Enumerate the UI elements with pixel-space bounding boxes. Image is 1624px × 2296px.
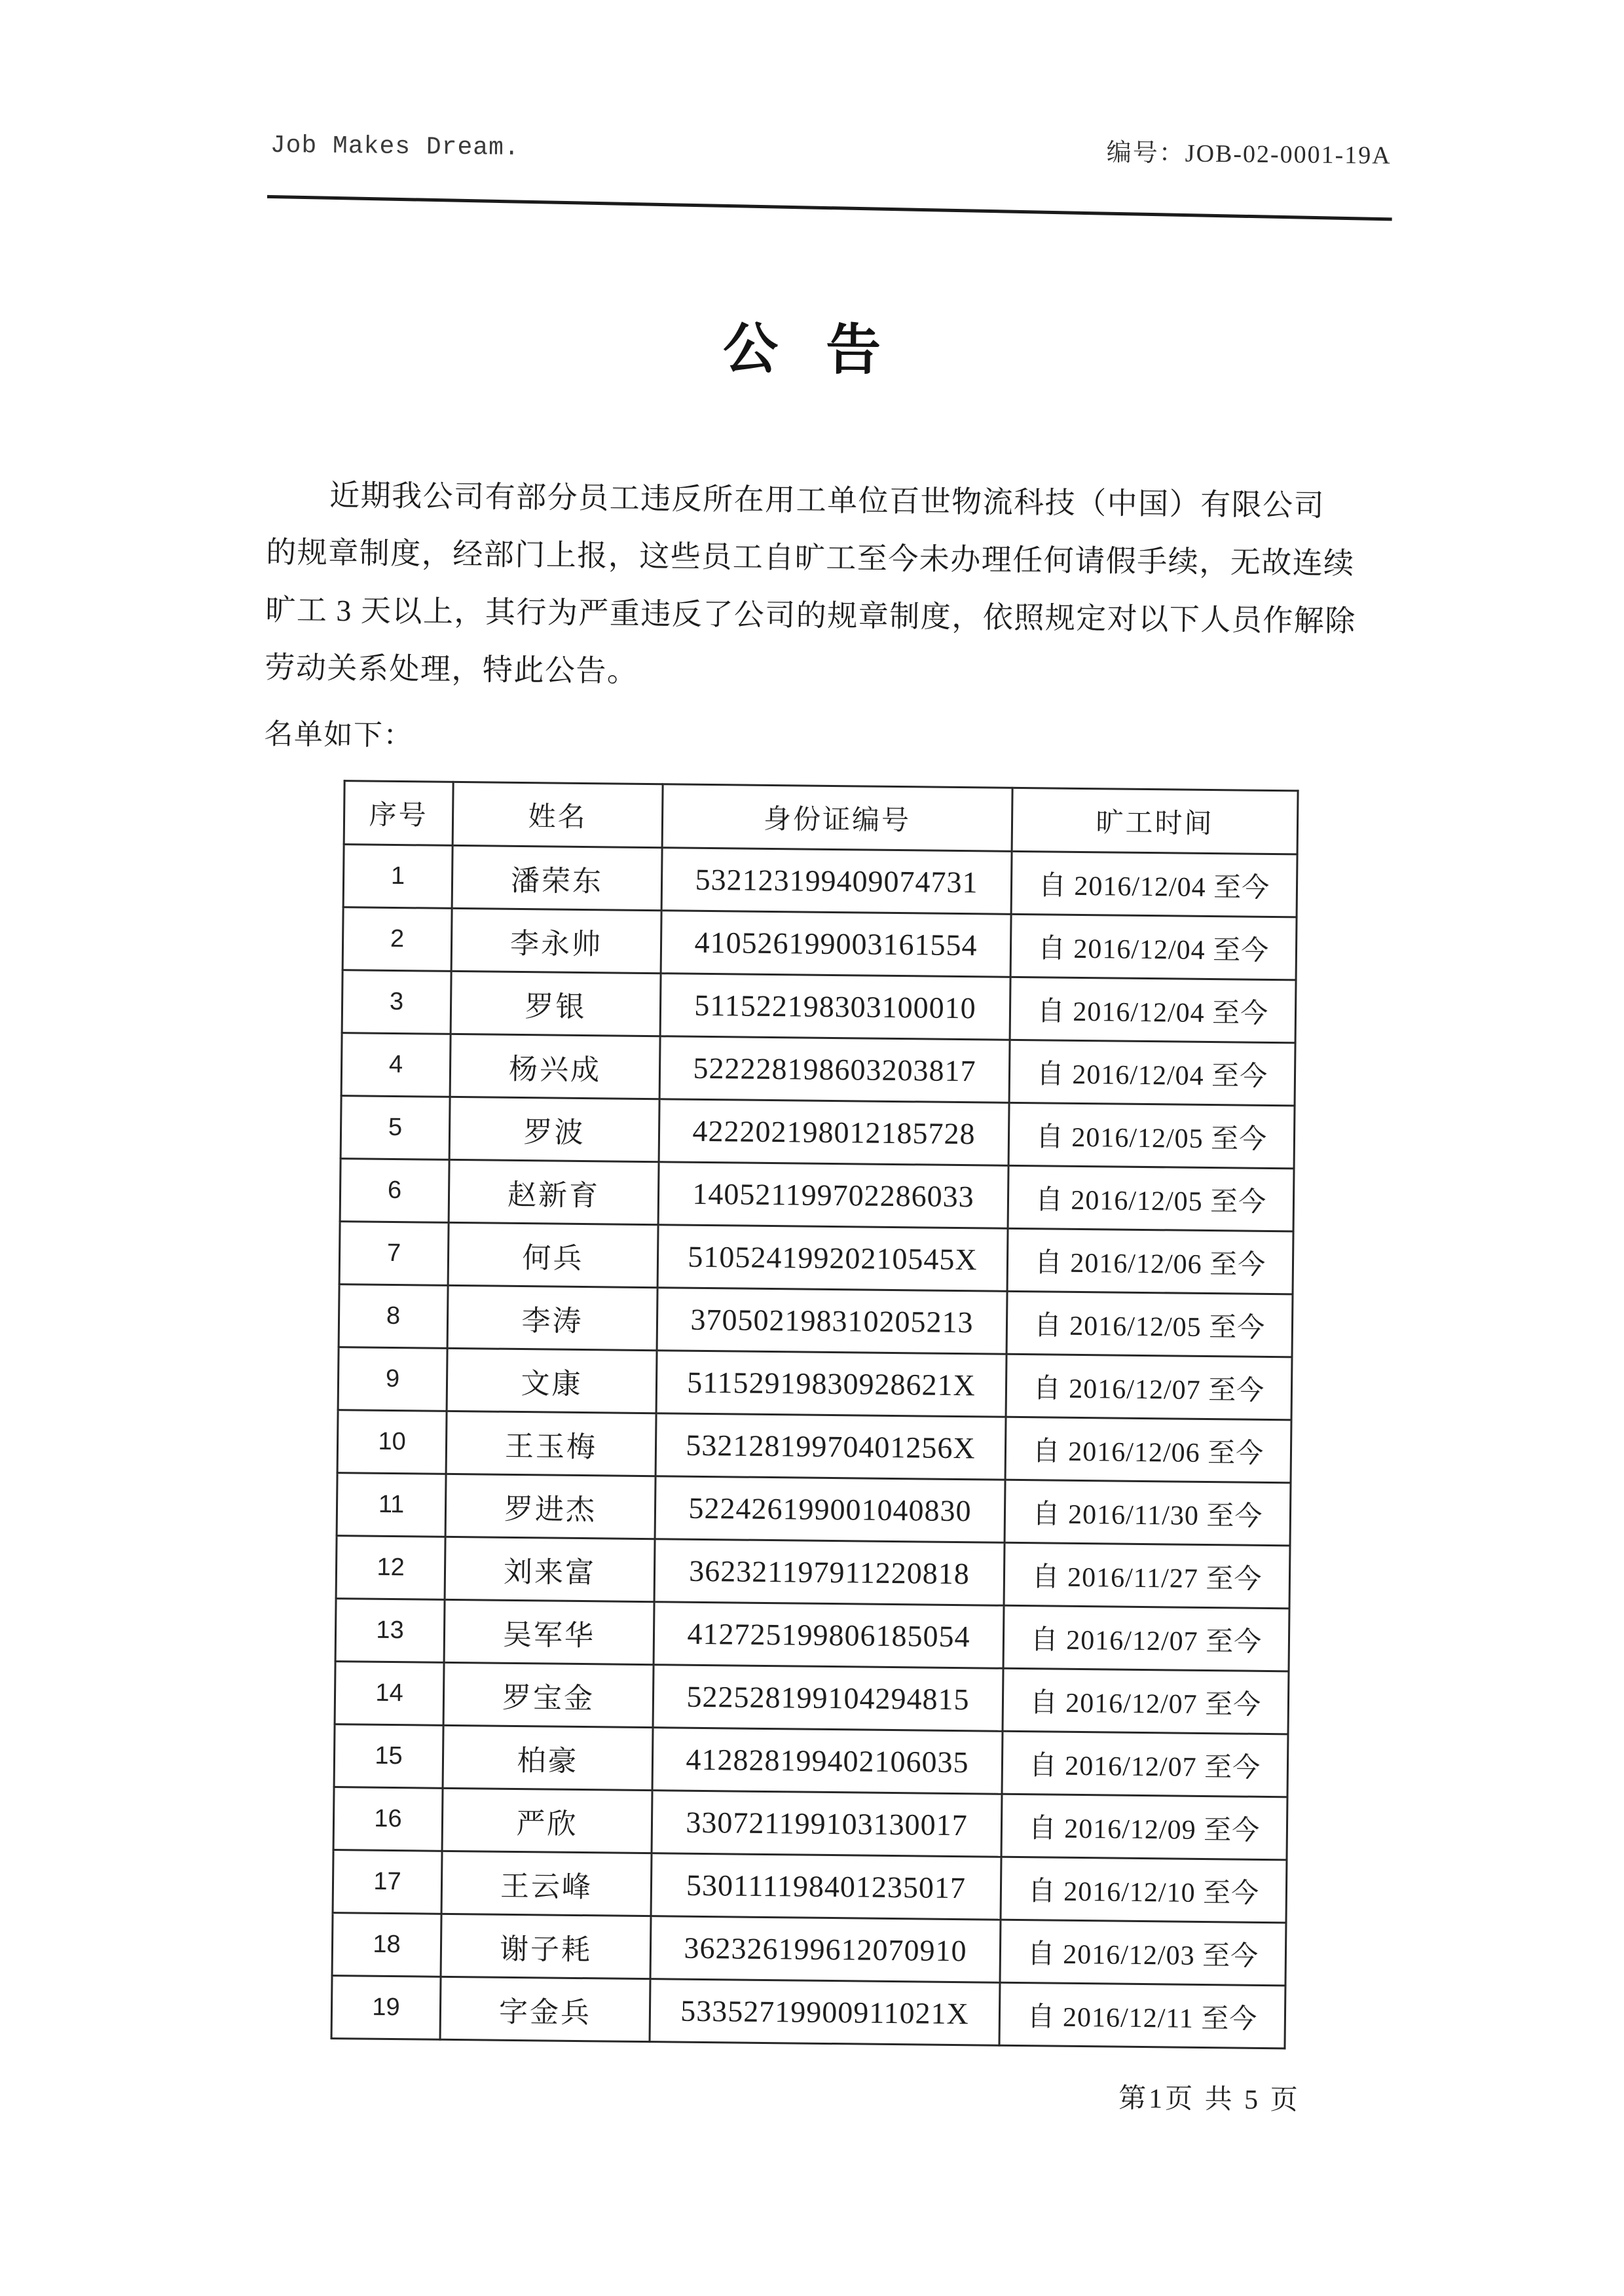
cell-id-number: 522228198603203817 [659,1036,1010,1103]
table-row [331,1976,1285,2049]
cell-absence-period: 自 2016/12/04 至今 [1010,977,1296,1043]
table-row [342,907,1297,980]
table-row [340,1159,1294,1231]
table-row [341,1033,1295,1106]
page-number: 第1页 共 5 页 [1118,2083,1301,2116]
cell-id-number: 370502198310205213 [657,1288,1007,1355]
page-title: 公 告 [722,319,898,382]
cell-id-number: 412828199402106035 [652,1728,1003,1795]
cell-no: 4 [341,1033,451,1097]
cell-name: 王云峰 [441,1851,652,1916]
cell-no: 14 [335,1662,444,1726]
cell-no: 8 [339,1285,448,1349]
cell-name: 李涛 [447,1285,657,1350]
cell-name: 李永帅 [451,908,661,973]
table-row [338,1347,1292,1420]
cell-name: 何兵 [448,1222,658,1287]
column-header-id-number: 身份证编号 [662,784,1012,852]
cell-absence-period: 自 2016/12/07 至今 [1006,1354,1292,1420]
cell-name: 严欣 [442,1788,652,1853]
cell-id-number: 412725199806185054 [654,1602,1004,1669]
cell-absence-period: 自 2016/12/05 至今 [1008,1102,1295,1169]
cell-absence-period: 自 2016/12/10 至今 [1001,1857,1287,1923]
cell-no: 13 [335,1599,445,1663]
header-doc-number: 编号：JOB-02-0001-19A [1106,139,1392,170]
table-row [335,1599,1289,1671]
cell-absence-period: 自 2016/12/07 至今 [1003,1668,1289,1734]
cell-name: 罗银 [451,971,661,1036]
cell-no: 11 [337,1473,446,1537]
page-header [270,123,1392,172]
cell-absence-period: 自 2016/12/06 至今 [1007,1228,1293,1294]
cell-absence-period: 自 2016/12/05 至今 [1008,1165,1294,1231]
column-header-no: 序号 [344,781,453,846]
table-row [332,1913,1286,1986]
cell-no: 9 [338,1347,447,1412]
table-row [333,1787,1287,1860]
cell-absence-period: 自 2016/11/27 至今 [1004,1542,1290,1609]
cell-absence-period: 自 2016/12/04 至今 [1010,914,1297,980]
cell-id-number: 511522198303100010 [660,974,1010,1040]
cell-name: 王玉梅 [446,1411,656,1476]
cell-absence-period: 自 2016/12/04 至今 [1011,851,1297,917]
cell-no: 18 [332,1913,441,1977]
cell-absence-period: 自 2016/12/03 至今 [1000,1920,1286,1986]
cell-name: 文康 [447,1348,657,1413]
cell-id-number: 53352719900911021X [650,1979,1000,2046]
cell-id-number: 362326199612070910 [650,1916,1001,1983]
cell-absence-period: 自 2016/12/07 至今 [1003,1605,1289,1671]
header-divider [267,195,1392,221]
cell-name: 字金兵 [440,1977,650,2041]
table-row [337,1410,1291,1483]
table-body [331,845,1297,2049]
table-row [339,1285,1293,1357]
column-header-name: 姓名 [452,782,663,847]
column-header-absence-period: 旷工时间 [1012,788,1298,854]
cell-no: 1 [343,845,452,909]
cell-id-number: 522426199001040830 [655,1476,1005,1543]
cell-no: 6 [340,1159,449,1223]
cell-absence-period: 自 2016/12/05 至今 [1006,1291,1293,1357]
cell-name: 罗宝金 [443,1662,654,1727]
cell-name: 刘来富 [445,1537,655,1601]
body-line: 劳动关系处理，特此公告。 [265,650,638,688]
cell-name: 谢子耗 [441,1914,651,1978]
cell-absence-period: 自 2016/12/09 至今 [1001,1794,1287,1860]
cell-no: 10 [337,1410,447,1474]
table-row [339,1222,1293,1294]
cell-no: 17 [333,1850,442,1914]
cell-no: 16 [333,1787,443,1851]
body-line: 近期我公司有部分员工违反所在用工单位百世物流科技（中国）有限公司 [329,478,1325,522]
cell-name: 赵新育 [449,1159,659,1224]
announcement-body [264,466,1391,775]
cell-id-number: 140521199702286033 [658,1162,1008,1229]
cell-name: 罗进杰 [445,1474,655,1539]
table-row [342,970,1296,1043]
table-row [343,845,1297,917]
cell-no: 12 [336,1536,445,1600]
table-row [336,1536,1290,1609]
dismissal-roster-table [331,780,1299,2049]
cell-no: 3 [342,970,451,1034]
body-line: 的规章制度，经部门上报，这些员工自旷工至今未办理任何请假手续，无故连续 [266,535,1355,581]
cell-no: 5 [341,1096,450,1160]
table-row [335,1662,1289,1734]
table-header-row [344,781,1298,854]
cell-id-number: 51152919830928621X [656,1351,1006,1417]
body-line: 旷工 3 天以上，其行为严重违反了公司的规章制度，依照规定对以下人员作解除 [265,592,1357,638]
cell-absence-period: 自 2016/11/30 至今 [1005,1480,1291,1546]
cell-id-number: 362321197911220818 [654,1539,1005,1606]
cell-name: 潘荣东 [452,845,662,910]
cell-name: 杨兴成 [450,1034,660,1099]
table-row [337,1473,1291,1546]
cell-no: 2 [342,907,452,972]
cell-id-number: 522528199104294815 [653,1665,1003,1732]
cell-name: 罗波 [449,1097,659,1161]
table-row [333,1850,1287,1923]
cell-absence-period: 自 2016/12/06 至今 [1005,1417,1291,1483]
cell-no: 19 [331,1976,441,2040]
table-row [334,1724,1288,1797]
cell-no: 7 [339,1222,449,1286]
cell-id-number: 51052419920210545X [657,1225,1008,1292]
cell-absence-period: 自 2016/12/07 至今 [1002,1731,1288,1797]
cell-id-number: 53212819970401256X [655,1413,1006,1480]
header-slogan: Job Makes Dream. [270,131,520,162]
cell-name: 柏豪 [443,1725,653,1790]
cell-id-number: 330721199103130017 [652,1791,1002,1857]
cell-id-number: 422202198012185728 [659,1099,1009,1166]
cell-absence-period: 自 2016/12/11 至今 [999,1982,1285,2049]
table-row [341,1096,1295,1169]
cell-no: 15 [334,1724,443,1789]
cell-name: 吴军华 [444,1599,654,1664]
cell-id-number: 530111198401235017 [651,1853,1001,1920]
cell-id-number: 410526199003161554 [661,911,1011,977]
cell-absence-period: 自 2016/12/04 至今 [1009,1040,1295,1106]
list-intro: 名单如下： [264,718,414,752]
cell-id-number: 532123199409074731 [661,848,1012,915]
